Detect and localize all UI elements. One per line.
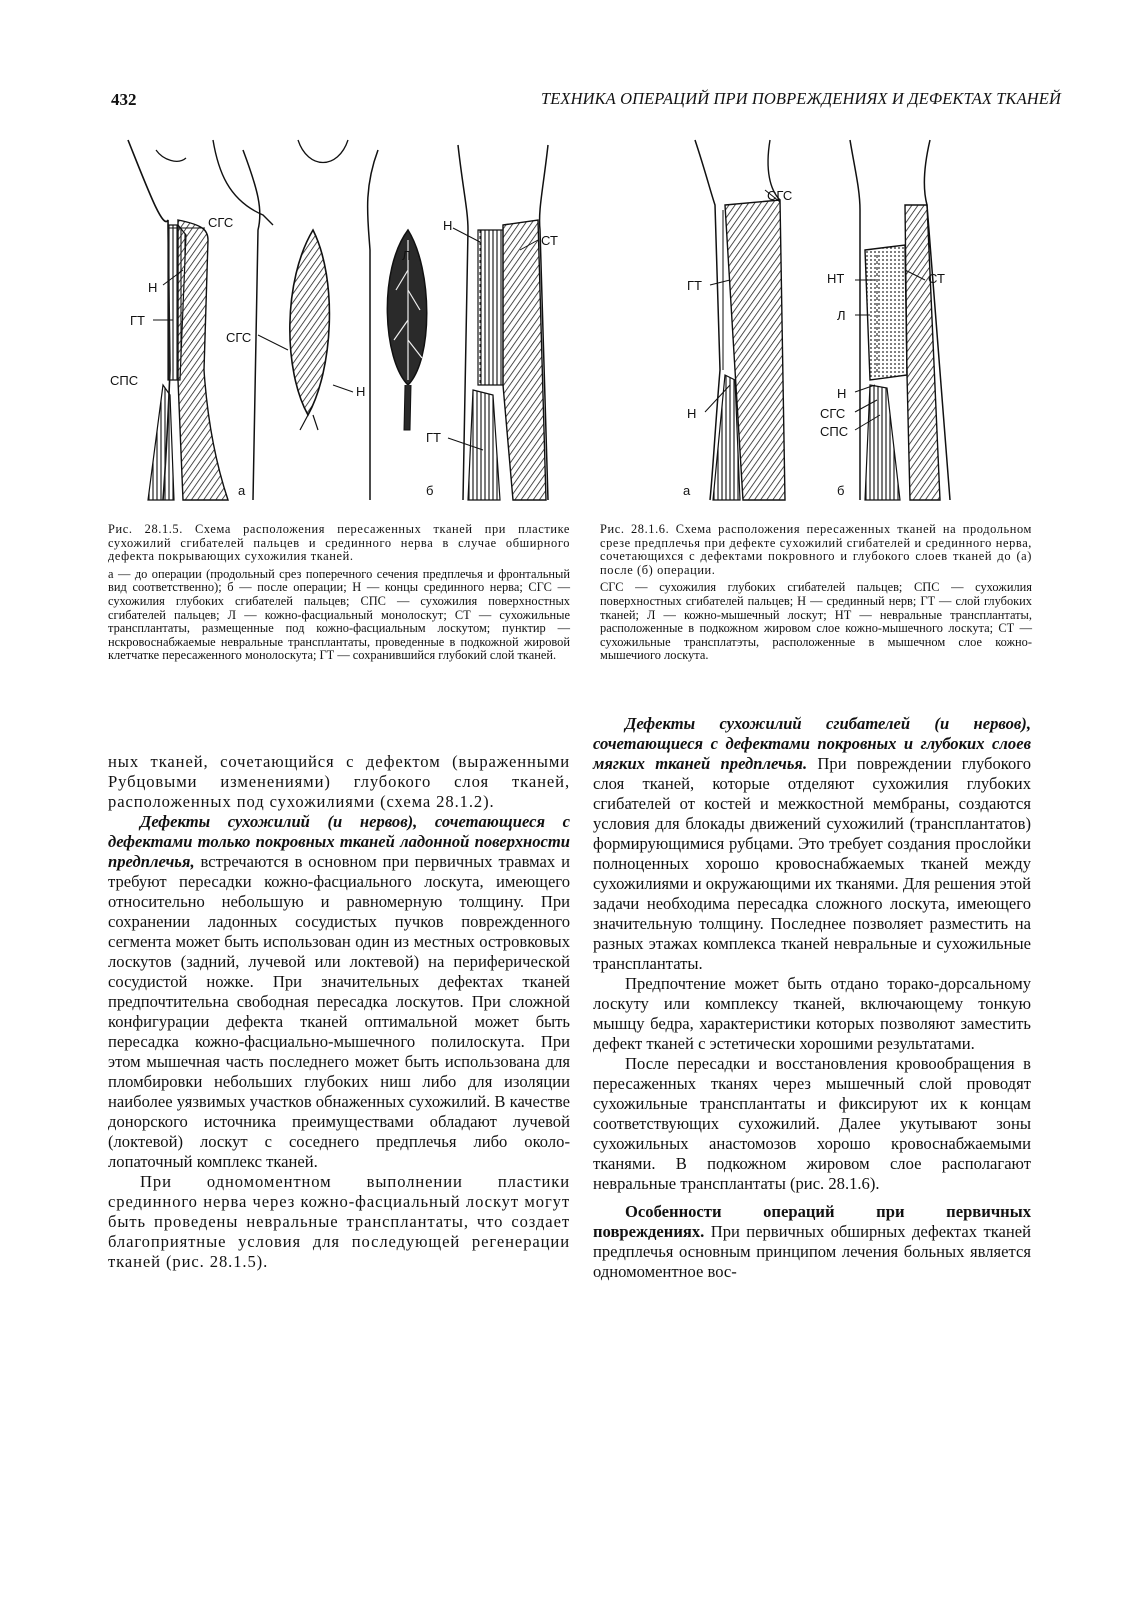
fig1-label-sgs-mid: СГС xyxy=(226,330,252,345)
fig2-label-l: Л xyxy=(837,308,846,323)
fig1-label-a: а xyxy=(238,483,246,498)
figure1-caption-legend: а — до операции (продольный срез поперечного сечения предплечья и фронтальный вид соответственно); б — после операции; Н — концы срединного нерва; СГС — сухожилия глубоких сгибателей пальцев; СПС — сухожилия поверхностных сгибателей пальцев; Л — кожно-фасциальный монолоскут; СТ — сухожильные трансплантаты, размещенные под кожно-фасциальным лоскутом; пунктир — нскровоснабжаемые невральные трансплантаты, проведенные в подкожной жировой клетчатке пересаженного монолоскута; ГТ — сохранившийся глубокий слой тканей. xyxy=(108,566,570,663)
fig2-label-sgs2: СГС xyxy=(820,406,846,421)
fig2-label-n-right: Н xyxy=(837,386,847,401)
col1-paragraph-2-text: встречаются в основном при первичных травмах и требуют пересадки кожно-фасциального лоскута, имеющего относительно небольшую и равномерную толщину. При сохранении ладонных сосудистых пучков поврежденного сегмента может быть использован один из местных островковых лоскутов (задний, лучевой или локтевой) на периферической сосудистой ножке. При значительных дефектах тканей предпочтительна свободная пересадка лоскутов. При сложной конфигурации дефекта тканей оптимальной может быть пересадка кожно-фасциально-мышечного полилоскута. При этом мышечная часть последнего может быть использована для пломбировки небольших глубоких ниш либо для изоляции наиболее уязвимых участков обнаженных сухожилий. В качестве донорского источника преимуществами обладают лучевой (локтевой) лоскут с соседнего предплечья либо около-лопаточный комплекс тканей. xyxy=(108,852,571,1171)
fig2-label-gt: ГТ xyxy=(687,278,702,293)
col2-heading-1: Дефекты сухожилий сгибателей (и нервов), сочетающиеся с дефектами покровных и глубоких слоев мягких тканей предплечья. xyxy=(593,714,1031,773)
fig1-label-gt-left: ГТ xyxy=(130,313,145,328)
col1-paragraph-2 xyxy=(108,812,570,1172)
fig1-label-n-left: Н xyxy=(148,280,158,295)
col2-paragraph-1-text: При повреждении глубокого слоя тканей, которые отделяют сухожилия глубоких сгибателей от костей и межкостной мембраны, создаются условия для блокады движений сухожилий (трансплантатов) формирующимися рубцами. Это требует создания прослойки полноценных хорошо кровоснабжаемых тканей между сухожилиями и окружающими их тканями. Для решения этой задачи необходима пересадка сложного лоскута, имеющего значительную толщину. Последнее позволяет разместить на разных этажах комплекса тканей невральные и сухожильные трансплантаты. xyxy=(593,754,1031,973)
fig2-label-n-left: Н xyxy=(687,406,697,421)
figure2-caption xyxy=(600,523,1032,667)
col1-paragraph-3: При одномоментном выполнении пластики срединного нерва через кожно-фасциальный лоскут могут быть проведены невральные трансплантаты, что создает благоприятные условия для последующей регенерации тканей (рис. 28.1.5). xyxy=(108,1172,570,1271)
col2-paragraph-1 xyxy=(593,714,1031,974)
fig2-label-sgs: СГС xyxy=(767,188,793,203)
fig1-label-sgs-top: СГС xyxy=(208,215,234,230)
col2-heading-2: Особенности операций при первичных повреждениях. xyxy=(593,1202,1031,1241)
fig1-label-n-mid: Н xyxy=(356,384,366,399)
figure2-caption-legend: СГС — сухожилия глубоких сгибателей пальцев; СПС — сухожилия поверхностных сгибателей пальцев; Н — срединный нерв; ГТ — слой глубоких тканей; Л — кожно-мышечный лоскут; НТ — невральные трансплантаты, расположенные в подкожном жировом слое кожно-мышечного лоскута; СТ — сухожильные трансплатэты, расположенные в мышечном слое кожно-мышечиого лоскута. xyxy=(600,580,1032,663)
fig1-label-sps: СПС xyxy=(110,373,139,388)
col2-paragraph-3: После пересадки и восстановления кровообращения в пересаженных тканях через мышечный слой проводят сухожильные трансплантаты и фиксируют их к концам соответствующих сухожилий. Далее укутывают зоны сухожильных анастомозов хорошо кровоснабжаемыми тканями. В подкожном жировом слое располагают невральные трансплантаты (рис. 28.1.6). xyxy=(593,1054,1031,1193)
fig1-label-st: СТ xyxy=(541,233,558,248)
col2-paragraph-4-text: При первичных обширных дефектах тканей предплечья основным принципом лечения больных является одномоментное вос- xyxy=(593,1222,1031,1281)
figure2-caption-main: Рис. 28.1.6. Схема расположения пересаженных тканей на продольном срезе предплечья при дефекте сухожилий сгибателей и срединного нерва, сочетающихся с дефектами покровного и глубокого слоев тканей до (а) после (б) операции. xyxy=(600,522,1032,577)
figure-28-1-5 xyxy=(108,130,578,510)
col1-paragraph-1: ных тканей, сочетающийся с дефектом (выраженными Рубцовыми изменениями) глубокого слоя тканей, расположенных под сухожилиями (схема 28.1.2). xyxy=(108,752,570,811)
running-title: ТЕХНИКА ОПЕРАЦИЙ ПРИ ПОВРЕЖДЕНИЯХ И ДЕФЕКТАХ ТКАНЕЙ xyxy=(540,89,1061,108)
figure-28-1-6 xyxy=(665,130,1005,510)
col2-paragraph-4 xyxy=(593,1202,1031,1282)
left-column xyxy=(108,752,570,1272)
fig2-label-b: б xyxy=(837,483,845,498)
fig1-label-gt-right: ГТ xyxy=(426,430,441,445)
fig1-label-b: б xyxy=(426,483,434,498)
fig2-label-a: а xyxy=(683,483,691,498)
right-column xyxy=(593,714,1031,1282)
fig2-label-sps: СПС xyxy=(820,424,849,439)
figure1-caption-main: Рис. 28.1.5. Схема расположения пересаженных тканей при пластике сухожилий сгибателей пальцев и срединного нерва в случае обширного дефекта покрывающих сухожилия тканей. xyxy=(108,522,570,564)
col1-heading: Дефекты сухожилий (и нервов), сочетающиеся с дефектами только покровных тканей ладонной поверхности предплечья, xyxy=(108,812,570,871)
fig1-label-n-right: Н xyxy=(443,218,453,233)
page-number: 432 xyxy=(111,90,137,109)
fig2-label-nt: НТ xyxy=(827,271,845,286)
col2-paragraph-2: Предпочтение может быть отдано торако-дорсальному лоскуту или комплексу тканей, включающему тонкую мышцу бедра, характеристики которых позволяют заместить дефект тканей с эстетически хорошими результатами. xyxy=(593,974,1031,1053)
fig2-label-st: СТ xyxy=(928,271,945,286)
figure1-caption xyxy=(108,523,570,667)
fig1-label-l: Л xyxy=(402,248,411,263)
